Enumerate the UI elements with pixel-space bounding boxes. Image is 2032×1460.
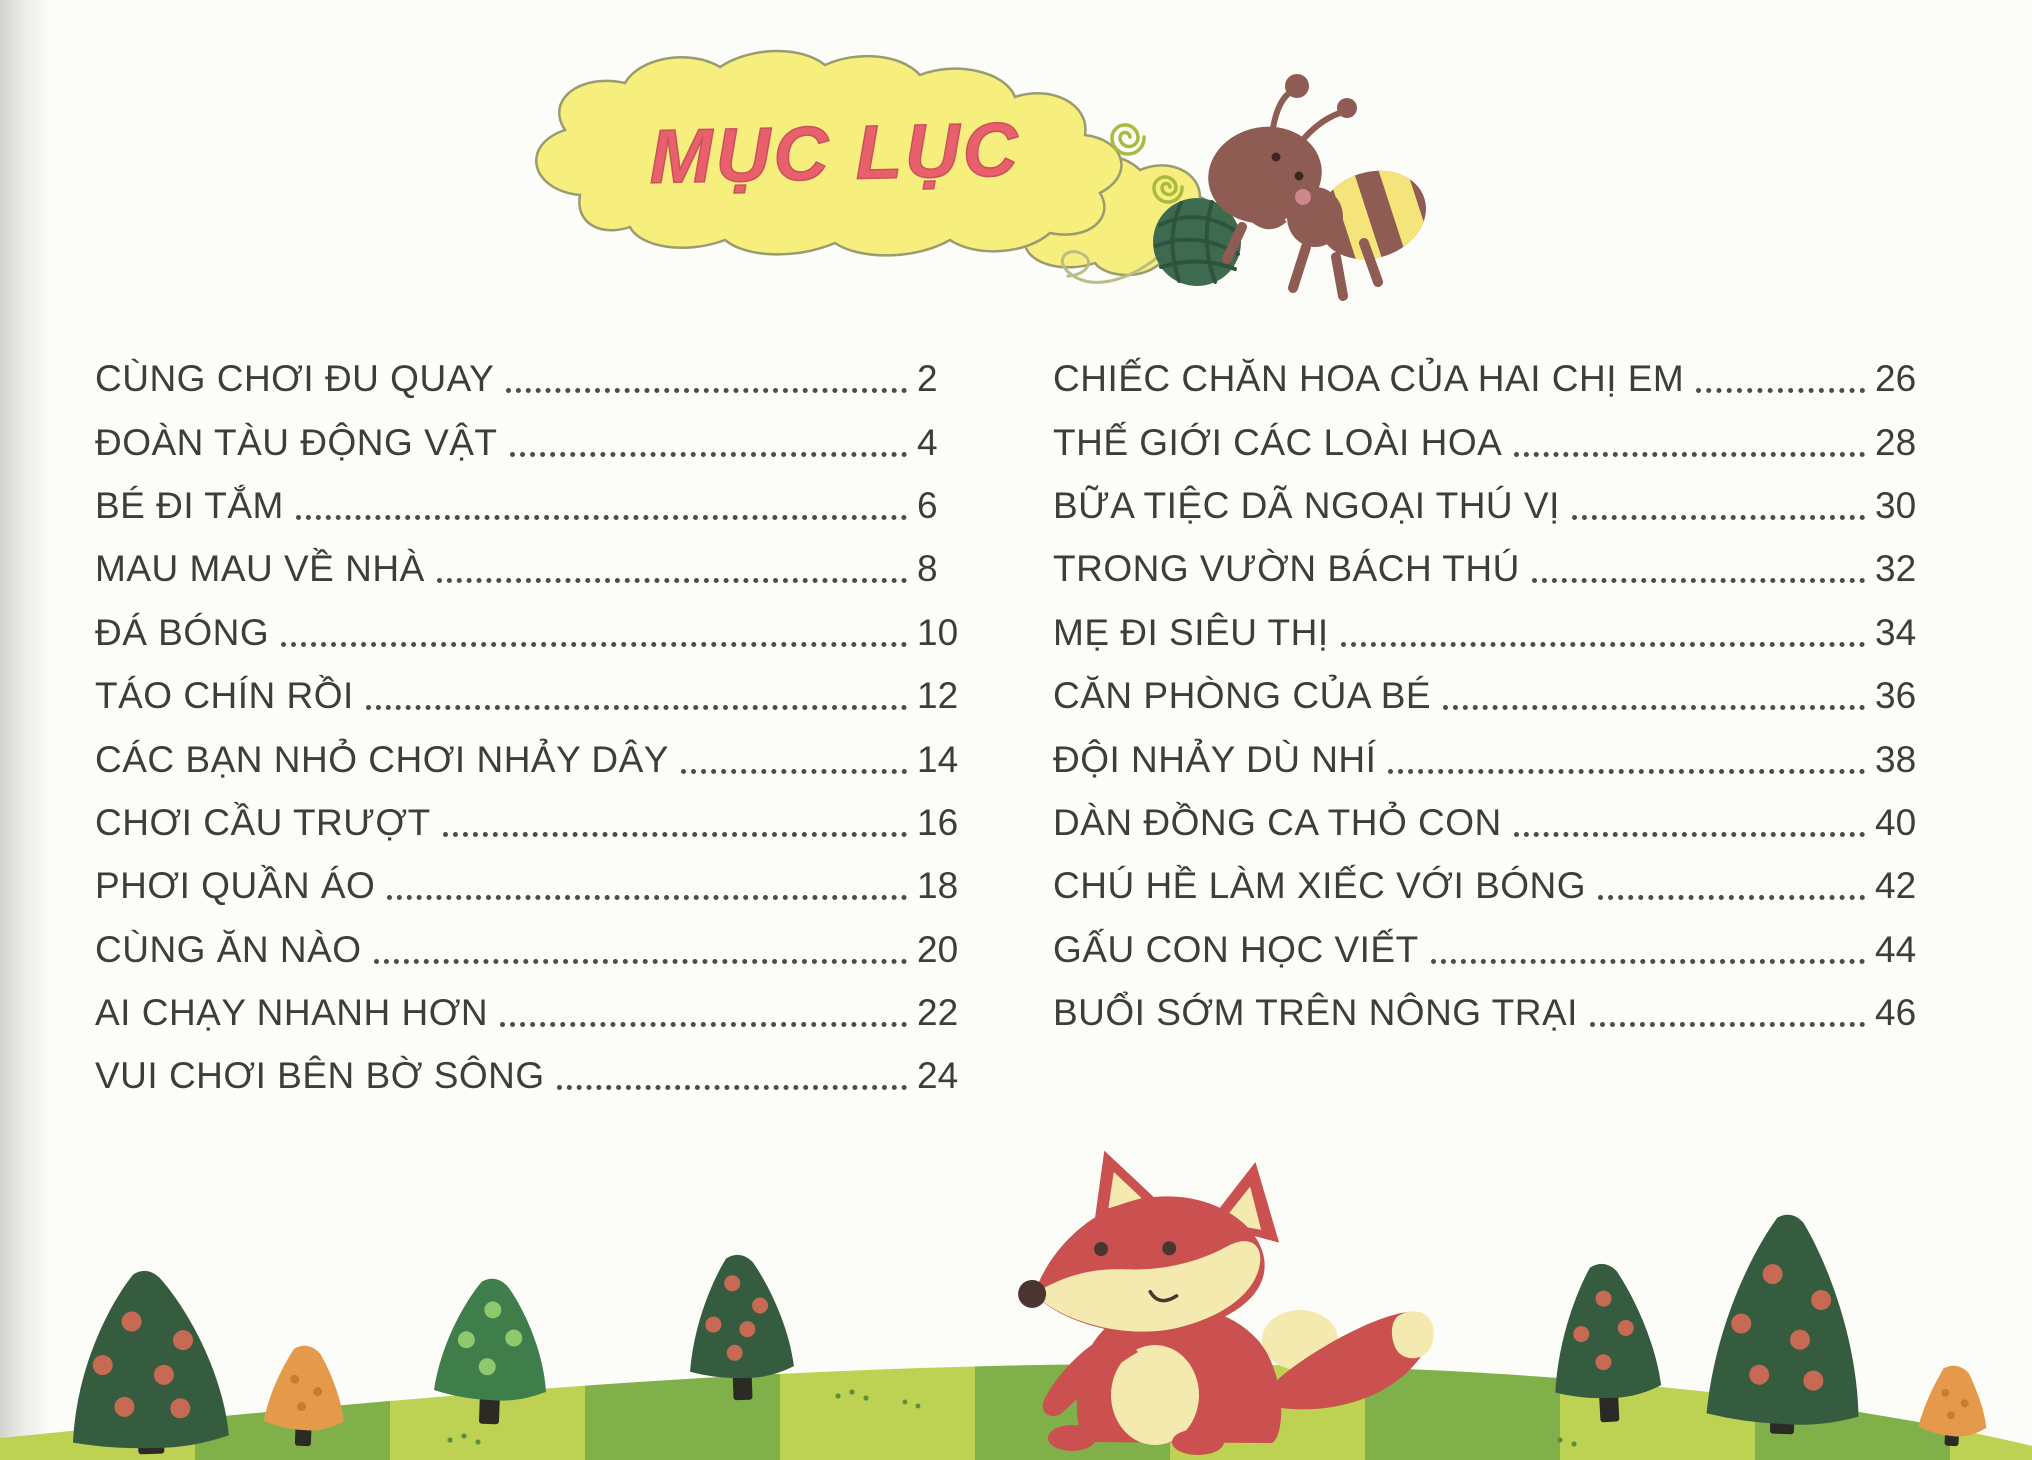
- toc-column-right: [1053, 347, 1941, 1044]
- toc-dotted-leader: [1696, 388, 1865, 393]
- toc-dotted-leader: [1532, 578, 1865, 583]
- tree-icon: [67, 1268, 229, 1457]
- toc-entry: [1053, 854, 1941, 917]
- toc-entry-title: CHIẾC CHĂN HOA CỦA HAI CHỊ EM: [1053, 358, 1685, 400]
- tree-icon: [1706, 1212, 1866, 1436]
- toc-page-number: 16: [917, 801, 959, 843]
- toc-entry-title: ĐÁ BÓNG: [95, 611, 270, 653]
- toc-entry-title: MAU MAU VỀ NHÀ: [95, 548, 425, 590]
- tree-canopy: [434, 1277, 550, 1402]
- toc-entry-title: MẸ ĐI SIÊU THỊ: [1053, 611, 1329, 653]
- toc-entry-title: CHÚ HỀ LÀM XIẾC VỚI BÓNG: [1053, 865, 1587, 907]
- toc-page-number: 20: [917, 928, 959, 970]
- toc-page-number: 6: [917, 484, 938, 526]
- toc-entry-title: CÁC BẠN NHỎ CHƠI NHẢY DÂY: [95, 738, 669, 780]
- toc-page-number: 34: [1875, 611, 1917, 653]
- toc-entry: [1053, 347, 1941, 410]
- tree-canopy: [263, 1344, 346, 1431]
- toc-page-number: 10: [917, 611, 959, 653]
- toc-entry-title: VUI CHƠI BÊN BỜ SÔNG: [95, 1055, 545, 1097]
- toc-entry-title: AI CHẠY NHANH HƠN: [95, 992, 489, 1034]
- toc-entry-title: THẾ GIỚI CÁC LOÀI HOA: [1053, 421, 1503, 463]
- toc-entry: [1053, 410, 1941, 473]
- toc-dotted-leader: [1514, 832, 1865, 837]
- toc-entry: [1053, 727, 1941, 790]
- toc-dotted-leader: [1590, 1022, 1865, 1027]
- toc-entry: [1053, 791, 1941, 854]
- toc-entry-title: BÉ ĐI TẮM: [95, 484, 284, 526]
- toc-dotted-leader: [1341, 642, 1865, 647]
- footer-illustration: [0, 1140, 2032, 1460]
- toc-entry-title: ĐỘI NHẢY DÙ NHÍ: [1053, 738, 1377, 780]
- toc-dotted-leader: [681, 769, 907, 774]
- toc-dotted-leader: [374, 959, 907, 964]
- toc-dotted-leader: [1431, 959, 1865, 964]
- toc-entry-title: TRONG VƯỜN BÁCH THÚ: [1053, 548, 1520, 590]
- toc-dotted-leader: [510, 452, 907, 457]
- toc-page-number: 36: [1875, 675, 1917, 717]
- toc-entry: [1053, 981, 1941, 1044]
- toc-entry-title: CĂN PHÒNG CỦA BÉ: [1053, 675, 1432, 717]
- toc-page-number: 28: [1875, 421, 1917, 463]
- tree-canopy: [1706, 1212, 1865, 1427]
- toc-entry: [95, 791, 983, 854]
- toc-dotted-leader: [557, 1085, 907, 1090]
- toc-page-number: 12: [917, 675, 959, 717]
- toc-dotted-leader: [1514, 452, 1865, 457]
- toc-dotted-leader: [1598, 895, 1865, 900]
- toc-page-number: 24: [917, 1055, 959, 1097]
- toc-entry: [95, 410, 983, 473]
- tree-canopy: [1918, 1364, 1990, 1438]
- toc-entry-title: CÙNG ĂN NÀO: [95, 928, 362, 970]
- toc-entry: [1053, 664, 1941, 727]
- bee-icon: [1201, 74, 1442, 296]
- toc-entry: [95, 918, 983, 981]
- toc-page-number: 2: [917, 358, 938, 400]
- toc-entry: [95, 664, 983, 727]
- toc-entry: [95, 474, 983, 537]
- toc-entry: [95, 1044, 983, 1107]
- tree-canopy: [67, 1268, 229, 1451]
- toc-entry-title: CÙNG CHƠI ĐU QUAY: [95, 358, 495, 400]
- toc-column-left: [95, 347, 983, 1108]
- toc-entry: [1053, 474, 1941, 537]
- toc-entry: [1053, 601, 1941, 664]
- toc-entry-title: CHƠI CẦU TRƯỢT: [95, 801, 431, 843]
- toc-entry: [95, 347, 983, 410]
- toc-dotted-leader: [387, 895, 907, 900]
- toc-dotted-leader: [443, 832, 907, 837]
- toc-page-number: 42: [1875, 865, 1917, 907]
- toc-entry: [95, 981, 983, 1044]
- toc-entry: [1053, 537, 1941, 600]
- toc-entry-title: ĐOÀN TÀU ĐỘNG VẬT: [95, 421, 498, 463]
- toc-dotted-leader: [506, 388, 907, 393]
- toc-dotted-leader: [437, 578, 907, 583]
- toc-dotted-leader: [1443, 705, 1865, 710]
- toc-entry: [95, 601, 983, 664]
- toc-page-number: 4: [917, 421, 938, 463]
- toc-page-number: 18: [917, 865, 959, 907]
- toc-entry: [95, 537, 983, 600]
- toc-entry: [95, 854, 983, 917]
- toc-page-number: 46: [1875, 992, 1917, 1034]
- toc-entry-title: DÀN ĐỒNG CA THỎ CON: [1053, 801, 1502, 843]
- toc-dotted-leader: [296, 515, 907, 520]
- tree-canopy: [686, 1253, 794, 1380]
- toc-entry-title: GẤU CON HỌC VIẾT: [1053, 928, 1419, 970]
- toc-page-number: 44: [1875, 928, 1917, 970]
- toc-page-number: 14: [917, 738, 959, 780]
- toc-dotted-leader: [366, 705, 907, 710]
- toc-entry: [1053, 918, 1941, 981]
- toc-page-number: 30: [1875, 484, 1917, 526]
- page-title: MỤC LỤC: [648, 107, 1022, 200]
- toc-dotted-leader: [500, 1022, 907, 1027]
- toc-entry-title: TÁO CHÍN RỒI: [95, 675, 354, 717]
- toc-dotted-leader: [1572, 515, 1865, 520]
- toc-page-number: 32: [1875, 548, 1917, 590]
- toc-page-number: 22: [917, 992, 959, 1034]
- toc-entry: [95, 727, 983, 790]
- toc-entry-title: PHƠI QUẦN ÁO: [95, 865, 376, 907]
- toc-entry-title: BỮA TIỆC DÃ NGOẠI THÚ VỊ: [1053, 484, 1560, 526]
- toc-dotted-leader: [281, 642, 907, 647]
- toc-page-number: 8: [917, 548, 938, 590]
- tree-canopy: [1549, 1261, 1662, 1401]
- toc-entry-title: BUỔI SỚM TRÊN NÔNG TRẠI: [1053, 992, 1578, 1034]
- toc-page-number: 40: [1875, 801, 1917, 843]
- toc-page-number: 38: [1875, 738, 1917, 780]
- toc-page-number: 26: [1875, 358, 1917, 400]
- toc-dotted-leader: [1388, 769, 1865, 774]
